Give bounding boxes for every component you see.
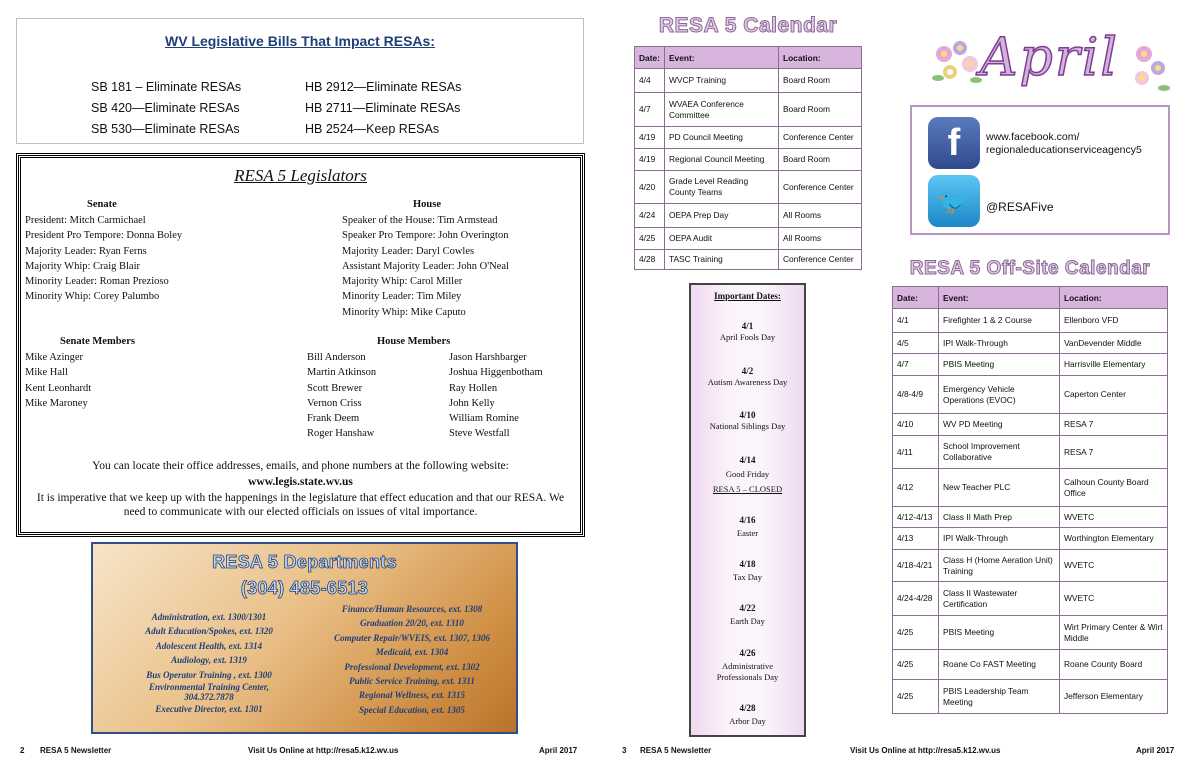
date-cell: 4/25 [635, 228, 665, 250]
table-row [893, 309, 1168, 333]
department-item: Public Service Training, ext. 1311 [349, 676, 475, 687]
bill-item: HB 2711—Eliminate RESAs [305, 101, 461, 115]
legislators-title: RESA 5 Legislators [234, 166, 367, 185]
department-item: Finance/Human Resources, ext. 1308 [341, 604, 483, 614]
date-label: 4/18 [739, 559, 756, 569]
location-cell: WVETC [1059, 507, 1167, 528]
list-item: President: Mitch Carmichael [25, 215, 146, 226]
table-row [635, 171, 862, 204]
important-date-item [691, 321, 804, 343]
house-bills-list [305, 77, 461, 140]
list-item: Speaker of the House: Tim Armstead [342, 215, 498, 226]
departments-list-right [307, 602, 517, 717]
event-cell: School Improvement Collaborative [939, 436, 1060, 469]
table-row [635, 228, 862, 250]
column-header: Location: [1059, 287, 1167, 309]
date-cell: 4/13 [893, 528, 939, 550]
house-members-heading: House Members [377, 336, 451, 347]
date-cell: 4/11 [893, 436, 939, 469]
imperative-note: It is imperative that we keep up with the happenings in the legislature that effect education and that our RESA. We need to communicate with our elected officials on issues of vital importance. [36, 492, 565, 518]
location-cell: WVETC [1059, 550, 1167, 582]
date-cell: 4/19 [635, 149, 665, 171]
location-cell: RESA 7 [1059, 414, 1167, 436]
footer-page-number: 3 [622, 746, 627, 755]
date-cell: 4/25 [893, 650, 939, 680]
footer-date: April 2017 [1136, 746, 1175, 755]
event-cell: IPI Walk-Through [939, 528, 1060, 550]
column-header: Location: [778, 47, 861, 69]
event-cell: Class H (Home Aeration Unit) Training [939, 550, 1060, 582]
table-row [893, 507, 1168, 528]
date-cell: 4/4 [635, 69, 665, 93]
date-cell: 4/12-4/13 [893, 507, 939, 528]
date-label: 4/26 [739, 648, 756, 658]
facebook-icon[interactable]: f [928, 117, 980, 169]
location-cell: Conference Center [778, 127, 861, 149]
date-description: Tax Day [733, 572, 762, 582]
department-item: Professional Development, ext. 1302 [344, 661, 480, 672]
table-row [893, 680, 1168, 714]
department-item: Computer Repair/WVEIS, ext. 1307, 1306 [334, 632, 490, 643]
senate-members-list [25, 350, 91, 411]
date-description: Earth Day [730, 616, 765, 626]
department-item: Medicaid, ext. 1304 [375, 647, 449, 658]
date-description: April Fools Day [719, 332, 776, 342]
event-cell: Class II Wastewater Certification [939, 582, 1060, 616]
facebook-url-line: regionaleducationserviceagency5 [986, 144, 1142, 156]
closure-note: RESA 5 – CLOSED [712, 484, 783, 494]
department-item: 304.372.7878 [184, 692, 234, 703]
table-row [893, 333, 1168, 354]
flower-cluster-icon [1126, 38, 1176, 98]
list-item: Majority Whip: Carol Miller [342, 276, 463, 288]
list-item: Mike Hall [25, 367, 68, 379]
list-item: Jason Harshbarger [449, 352, 527, 363]
date-label: 4/28 [739, 703, 756, 713]
social-media-box [910, 105, 1170, 235]
footer-website-link[interactable]: Visit Us Online at http://resa5.k12.wv.us [248, 746, 399, 755]
department-item: Bus Operator Training , ext. 1300 [146, 669, 272, 680]
important-dates-box [689, 283, 806, 737]
date-cell: 4/24-4/28 [893, 582, 939, 616]
list-item: Vernon Criss [307, 397, 362, 409]
list-item: Mike Maroney [25, 397, 88, 409]
date-label: 4/2 [741, 366, 754, 376]
table-row [635, 204, 862, 228]
important-date-item [691, 410, 804, 432]
location-cell: RESA 7 [1059, 436, 1167, 469]
departments-list-left [109, 610, 309, 716]
bill-item: SB 420—Eliminate RESAs [91, 101, 240, 115]
bill-item: HB 2524—Keep RESAs [305, 122, 440, 136]
table-header-row [893, 287, 1168, 309]
event-cell: TASC Training [664, 250, 778, 270]
date-label: 4/14 [739, 455, 756, 465]
april-header-graphic [930, 28, 1174, 98]
date-cell: 4/5 [893, 333, 939, 354]
department-item: Audiology, ext. 1319 [171, 655, 247, 666]
house-members-list-2 [449, 350, 543, 442]
table-row [893, 616, 1168, 650]
event-cell: Firefighter 1 & 2 Course [939, 309, 1060, 333]
table-row [893, 376, 1168, 414]
list-item: Majority Leader: Ryan Ferns [25, 245, 147, 257]
column-header: Event: [664, 47, 778, 69]
location-cell: All Rooms [778, 204, 861, 228]
table-row [635, 93, 862, 127]
location-cell: Board Room [778, 93, 861, 127]
footer-page-number: 2 [20, 746, 25, 755]
location-cell: Conference Center [778, 171, 861, 204]
location-cell: Calhoun County Board Office [1059, 469, 1167, 507]
table-header-row [635, 47, 862, 69]
date-description: National Siblings Day [709, 421, 786, 431]
bills-title: WV Legislative Bills That Impact RESAs: [165, 33, 435, 49]
list-item: Minority Whip: Mike Caputo [342, 306, 466, 318]
list-item: Bill Anderson [307, 352, 366, 363]
senate-members-heading: Senate Members [60, 336, 135, 347]
date-description: Autism Awareness Day [707, 377, 788, 387]
list-item: Minority Leader: Roman Prezioso [25, 276, 169, 288]
date-cell: 4/19 [635, 127, 665, 149]
important-date-item [691, 455, 804, 495]
house-heading: House [413, 199, 442, 210]
date-description: Administrative [722, 661, 773, 671]
date-description: Professionals Day [716, 672, 779, 682]
event-cell: PBIS Leadership Team Meeting [939, 680, 1060, 714]
important-date-item [691, 648, 804, 683]
event-cell: OEPA Audit [664, 228, 778, 250]
footer-newsletter-name: RESA 5 Newsletter [640, 746, 712, 755]
date-cell: 4/8-4/9 [893, 376, 939, 414]
event-cell: WV PD Meeting [939, 414, 1060, 436]
date-cell: 4/1 [893, 309, 939, 333]
table-row [635, 250, 862, 270]
date-cell: 4/25 [893, 616, 939, 650]
department-item: Executive Director, ext. 1301 [155, 704, 263, 715]
senate-bills-list [91, 77, 241, 140]
column-header: Date: [635, 47, 665, 69]
resa-calendar-table [634, 46, 862, 270]
list-item: Majority Leader: Daryl Cowles [342, 245, 475, 257]
column-header: Event: [939, 287, 1060, 309]
list-item: Scott Brewer [307, 382, 363, 394]
important-date-item [691, 515, 804, 539]
event-cell: IPI Walk-Through [939, 333, 1060, 354]
date-cell: 4/7 [635, 93, 665, 127]
legislature-website-link[interactable]: www.legis.state.wv.us [248, 476, 353, 488]
list-item: Speaker Pro Tempore: John Overington [342, 230, 509, 242]
offsite-calendar-table [892, 286, 1168, 714]
locate-note: You can locate their office addresses, emails, and phone numbers at the following website: [92, 460, 509, 472]
column-header: Date: [893, 287, 939, 309]
table-row [893, 354, 1168, 376]
facebook-url-line: www.facebook.com/ [986, 131, 1080, 143]
date-cell: 4/7 [893, 354, 939, 376]
location-cell: Harrisville Elementary [1059, 354, 1167, 376]
important-dates-title: Important Dates: [714, 291, 781, 301]
list-item: President Pro Tempore: Donna Boley [25, 230, 183, 242]
event-cell: PBIS Meeting [939, 354, 1060, 376]
department-item: Environmental Training Center, [149, 682, 269, 693]
list-item: Kent Leonhardt [25, 382, 92, 394]
date-cell: 4/18-4/21 [893, 550, 939, 582]
senate-heading: Senate [87, 199, 117, 210]
date-description: Good Friday [725, 469, 770, 479]
event-cell: Emergency Vehicle Operations (EVOC) [939, 376, 1060, 414]
list-item: Frank Deem [307, 413, 360, 425]
event-cell: PBIS Meeting [939, 616, 1060, 650]
departments-box [91, 542, 518, 734]
table-row [635, 69, 862, 93]
date-description: Arbor Day [729, 716, 766, 726]
table-row [893, 528, 1168, 550]
table-row [893, 650, 1168, 680]
facebook-link[interactable] [986, 131, 1142, 157]
twitter-icon[interactable]: 🐦 [928, 175, 980, 227]
location-cell: VanDevender Middle [1059, 333, 1167, 354]
department-item: Regional Wellness, ext. 1315 [359, 690, 465, 701]
important-date-item [691, 559, 804, 583]
list-item: William Romine [449, 413, 519, 425]
footer-website-link[interactable]: Visit Us Online at http://resa5.k12.wv.us [850, 746, 1001, 755]
senate-leadership-list [25, 213, 182, 305]
table-row [893, 550, 1168, 582]
house-leadership-list [342, 213, 509, 320]
bill-item: HB 2912—Eliminate RESAs [305, 80, 462, 94]
table-row [635, 127, 862, 149]
april-title: April [980, 28, 1119, 88]
location-cell: Worthington Elementary [1059, 528, 1167, 550]
list-item: Roger Hanshaw [307, 428, 375, 440]
table-row [893, 436, 1168, 469]
date-cell: 4/25 [893, 680, 939, 714]
footer-newsletter-name: RESA 5 Newsletter [40, 746, 112, 755]
date-label: 4/1 [741, 321, 754, 331]
date-label: 4/22 [739, 603, 756, 613]
important-date-item [691, 703, 804, 727]
table-row [893, 414, 1168, 436]
department-item: Administration, ext. 1300/1301 [151, 612, 267, 622]
date-cell: 4/20 [635, 171, 665, 204]
event-cell: Class II Math Prep [939, 507, 1060, 528]
legislative-bills-box [16, 18, 584, 144]
date-label: 4/10 [739, 410, 756, 420]
location-cell: WVETC [1059, 582, 1167, 616]
date-label: 4/16 [739, 515, 756, 525]
location-cell: Conference Center [778, 250, 861, 270]
location-cell: Jefferson Elementary [1059, 680, 1167, 714]
location-cell: Board Room [778, 149, 861, 171]
list-item: Martin Atkinson [307, 367, 377, 379]
table-row [893, 582, 1168, 616]
departments-phone: (304) 485-6513 [240, 578, 369, 598]
department-item: Adolescent Health, ext. 1314 [155, 640, 263, 651]
location-cell: Roane County Board [1059, 650, 1167, 680]
department-item: Graduation 20/20, ext. 1310 [360, 618, 464, 629]
department-item: Adult Education/Spokes, ext. 1320 [145, 626, 273, 637]
table-row [893, 469, 1168, 507]
important-date-item [691, 366, 804, 388]
list-item: Minority Whip: Corey Palumbo [25, 291, 160, 303]
twitter-handle-link[interactable]: @RESAFive [986, 200, 1054, 214]
list-item: Mike Azinger [25, 352, 84, 363]
departments-title: RESA 5 Departments [212, 552, 397, 572]
list-item: Joshua Higgenbotham [449, 367, 543, 379]
footer-date: April 2017 [539, 746, 578, 755]
list-item: Minority Leader: Tim Miley [342, 291, 462, 303]
legislators-box [16, 153, 585, 537]
location-cell: Board Room [778, 69, 861, 93]
date-cell: 4/12 [893, 469, 939, 507]
offsite-calendar-title: RESA 5 Off-Site Calendar [909, 258, 1151, 279]
date-cell: 4/28 [635, 250, 665, 270]
location-cell: Wirt Primary Center & Wirt Middle [1059, 616, 1167, 650]
event-cell: Roane Co FAST Meeting [939, 650, 1060, 680]
bill-item: SB 181 – Eliminate RESAs [91, 80, 242, 94]
event-cell: Grade Level Reading County Teams [664, 171, 778, 204]
date-cell: 4/10 [893, 414, 939, 436]
event-cell: WVCP Training [664, 69, 778, 93]
bill-item: SB 530—Eliminate RESAs [91, 122, 240, 136]
event-cell: PD Council Meeting [664, 127, 778, 149]
event-cell: OEPA Prep Day [664, 204, 778, 228]
event-cell: New Teacher PLC [939, 469, 1060, 507]
list-item: Steve Westfall [449, 428, 510, 440]
important-date-item [691, 603, 804, 627]
location-cell: Caperton Center [1059, 376, 1167, 414]
list-item: Assistant Majority Leader: John O'Neal [342, 260, 509, 272]
location-cell: Ellenboro VFD [1059, 309, 1167, 333]
date-cell: 4/24 [635, 204, 665, 228]
resa-calendar-title: RESA 5 Calendar [658, 14, 838, 37]
event-cell: Regional Council Meeting [664, 149, 778, 171]
list-item: Ray Hollen [449, 382, 498, 394]
date-description: Easter [736, 528, 759, 538]
location-cell: All Rooms [778, 228, 861, 250]
list-item: John Kelly [449, 397, 495, 409]
event-cell: WVAEA Conference Committee [664, 93, 778, 127]
house-members-list-1 [307, 350, 376, 442]
table-row [635, 149, 862, 171]
list-item: Majority Whip: Craig Blair [25, 260, 140, 272]
department-item: Special Education, ext. 1305 [359, 704, 465, 715]
